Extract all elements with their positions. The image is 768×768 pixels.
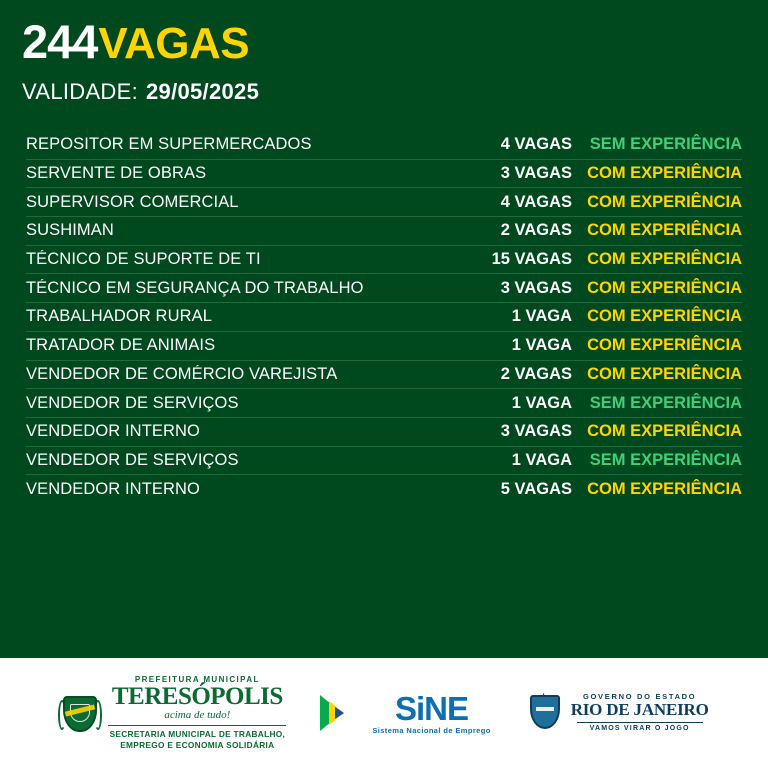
rio-text <box>571 693 709 733</box>
job-role: VENDEDOR DE SERVIÇOS <box>26 450 239 469</box>
table-row <box>26 217 742 246</box>
job-role: SUPERVISOR COMERCIAL <box>26 192 239 211</box>
job-role: TÉCNICO EM SEGURANÇA DO TRABALHO <box>26 278 364 297</box>
prefecture-label: PREFEITURA MUNICIPAL <box>134 675 260 685</box>
teresopolis-logo <box>59 676 286 750</box>
vacancy-word: VAGAS <box>98 19 250 68</box>
job-vacancies: 1 VAGA <box>511 307 572 326</box>
job-vacancies: 2 VAGAS <box>500 364 572 383</box>
table-row <box>26 274 742 303</box>
validity-label: VALIDADE: <box>22 79 138 104</box>
job-experience: COM EXPERIÊNCIA <box>587 364 742 383</box>
job-role: VENDEDOR INTERNO <box>26 422 200 441</box>
teresopolis-text <box>108 676 286 750</box>
job-vacancies: 1 VAGA <box>511 393 572 412</box>
divider <box>577 722 703 723</box>
job-role: VENDEDOR INTERNO <box>26 480 200 499</box>
job-role: VENDEDOR DE SERVIÇOS <box>26 393 239 412</box>
job-role: TÉCNICO DE SUPORTE DE TI <box>26 250 261 269</box>
secretary-line-1: SECRETARIA MUNICIPAL DE TRABALHO, <box>109 729 286 740</box>
government-label: GOVERNO DO ESTADO <box>582 692 697 702</box>
job-vacancies: 4 VAGAS <box>500 135 572 154</box>
sine-text <box>372 689 491 735</box>
table-row <box>26 447 742 476</box>
vacancy-count: 244 <box>22 15 98 68</box>
table-row <box>26 188 742 217</box>
job-vacancies: 1 VAGA <box>511 336 572 355</box>
job-role: TRABALHADOR RURAL <box>26 307 212 326</box>
table-row <box>26 361 742 390</box>
divider <box>108 725 286 726</box>
table-row <box>26 389 742 418</box>
job-vacancies: 4 VAGAS <box>500 192 572 211</box>
job-experience: COM EXPERIÊNCIA <box>587 164 742 183</box>
city-name: TERESÓPOLIS <box>111 683 283 711</box>
job-role: REPOSITOR EM SUPERMERCADOS <box>26 135 312 154</box>
footer-logos <box>0 658 768 768</box>
job-experience: COM EXPERIÊNCIA <box>587 336 742 355</box>
job-vacancies: 5 VAGAS <box>500 480 572 499</box>
validity <box>22 79 768 105</box>
job-vacancies: 3 VAGAS <box>500 164 572 183</box>
job-experience: SEM EXPERIÊNCIA <box>589 135 742 154</box>
job-experience: SEM EXPERIÊNCIA <box>589 450 742 469</box>
state-name: RIO DE JANEIRO <box>570 700 709 720</box>
table-row <box>26 332 742 361</box>
job-experience: COM EXPERIÊNCIA <box>587 480 742 499</box>
sine-arrow-icon <box>320 692 366 734</box>
poster-header <box>0 0 768 105</box>
table-row <box>26 303 742 332</box>
table-row <box>26 246 742 275</box>
job-role: TRATADOR DE ANIMAIS <box>26 336 216 355</box>
job-list <box>0 131 768 504</box>
headline <box>22 15 768 68</box>
teresopolis-crest-icon <box>59 690 101 736</box>
job-vacancies: 2 VAGAS <box>500 221 572 240</box>
job-vacancies: 3 VAGAS <box>500 278 572 297</box>
job-vacancies: 3 VAGAS <box>500 422 572 441</box>
job-role: VENDEDOR DE COMÉRCIO VAREJISTA <box>26 364 338 383</box>
job-experience: COM EXPERIÊNCIA <box>587 278 742 297</box>
job-role: SERVENTE DE OBRAS <box>26 164 207 183</box>
rio-crest-icon <box>525 691 565 735</box>
table-row <box>26 160 742 189</box>
table-row <box>26 475 742 504</box>
job-vacancies: 1 VAGA <box>511 450 572 469</box>
city-slogan: acima de tudo! <box>164 708 231 721</box>
job-experience: COM EXPERIÊNCIA <box>587 307 742 326</box>
job-role: SUSHIMAN <box>26 221 114 240</box>
job-experience: COM EXPERIÊNCIA <box>587 221 742 240</box>
validity-date: 29/05/2025 <box>146 79 260 104</box>
sine-subtitle: Sistema Nacional de Emprego <box>372 725 491 735</box>
secretary-line-2: EMPREGO E ECONOMIA SOLIDÁRIA <box>120 739 275 750</box>
job-vacancies: 15 VAGAS <box>491 250 572 269</box>
job-experience: COM EXPERIÊNCIA <box>587 192 742 211</box>
state-slogan: VAMOS VIRAR O JOGO <box>589 725 690 733</box>
job-experience: COM EXPERIÊNCIA <box>587 422 742 441</box>
table-row <box>26 131 742 160</box>
sine-name: SiNE <box>395 689 469 727</box>
rio-de-janeiro-logo <box>525 691 709 735</box>
job-experience: COM EXPERIÊNCIA <box>587 250 742 269</box>
job-experience: SEM EXPERIÊNCIA <box>589 393 742 412</box>
table-row <box>26 418 742 447</box>
sine-logo <box>320 689 491 735</box>
